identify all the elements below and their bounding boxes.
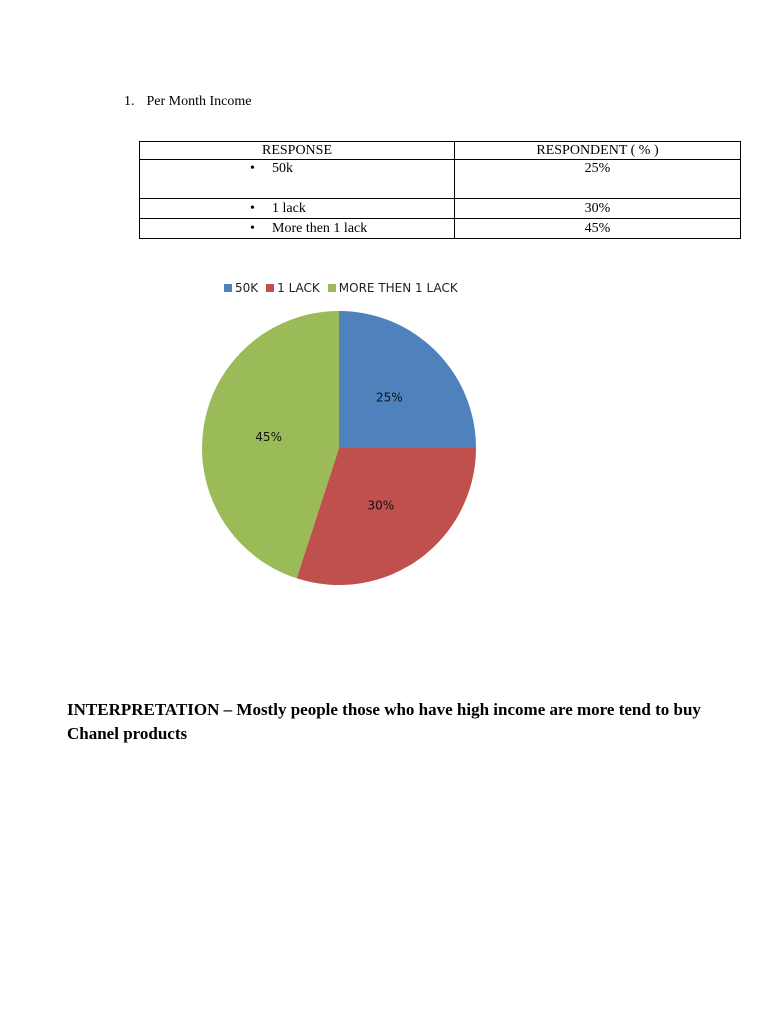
response-text: 1 lack bbox=[272, 201, 306, 216]
pie-slice-50k bbox=[339, 311, 476, 448]
response-cell bbox=[140, 160, 455, 199]
legend-label: 50K bbox=[235, 281, 259, 295]
response-text: More then 1 lack bbox=[272, 221, 368, 236]
respondent-cell: 30% bbox=[455, 199, 741, 219]
legend-item-1-lack bbox=[266, 281, 320, 295]
chart-legend bbox=[224, 281, 458, 295]
response-text: 50k bbox=[272, 161, 293, 176]
pie-data-label: 30% bbox=[367, 498, 395, 513]
respondent-cell: 25% bbox=[455, 160, 741, 199]
section-heading bbox=[124, 94, 251, 110]
heading-text: Per Month Income bbox=[146, 94, 252, 109]
pie-data-label: 45% bbox=[255, 429, 282, 444]
legend-item-more-then-1-lack bbox=[328, 281, 458, 295]
table-row bbox=[140, 160, 741, 199]
table-header-row bbox=[140, 142, 741, 160]
header-response: RESPONSE bbox=[140, 142, 455, 160]
heading-number: 1. bbox=[124, 94, 135, 109]
legend-label: MORE THEN 1 LACK bbox=[338, 281, 458, 295]
table-row bbox=[140, 219, 741, 239]
response-cell bbox=[140, 219, 455, 239]
legend-swatch bbox=[224, 284, 232, 292]
bullet-icon: • bbox=[250, 161, 255, 176]
response-table bbox=[139, 141, 741, 239]
pie-data-label: 25% bbox=[376, 390, 403, 405]
legend-item-50k bbox=[224, 281, 258, 295]
pie-chart bbox=[195, 300, 485, 600]
header-respondent: RESPONDENT ( % ) bbox=[455, 142, 741, 160]
bullet-icon: • bbox=[250, 221, 255, 236]
legend-swatch bbox=[328, 284, 336, 292]
legend-swatch bbox=[266, 284, 274, 292]
respondent-cell: 45% bbox=[455, 219, 741, 239]
interpretation-text: INTERPRETATION – Mostly people those who have high income are more tend to buy Chanel products bbox=[67, 700, 701, 743]
table-row bbox=[140, 199, 741, 219]
bullet-icon: • bbox=[250, 201, 255, 216]
legend-label: 1 LACK bbox=[277, 281, 320, 295]
response-cell bbox=[140, 199, 455, 219]
